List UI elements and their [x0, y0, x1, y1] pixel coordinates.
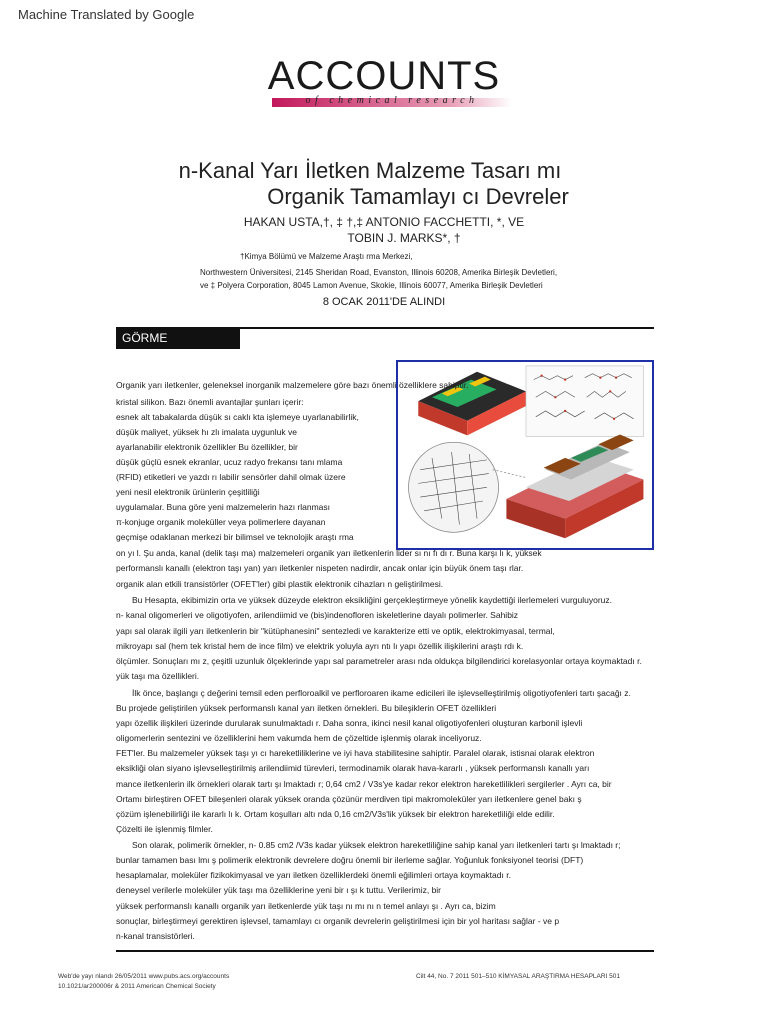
body-line: Organik yarı iletkenler, geleneksel inorganik malzemelere göre bazı önemli özelliklere sahiptir. [116, 380, 469, 390]
affiliation-line-3: ve ‡ Polyera Corporation, 8045 Lamon Avenue, Skokie, Illinois 60077, Amerika Birleşik Devletleri [200, 281, 543, 290]
body-line: Ortamı birleştiren OFET bileşenleri olarak yüksek oranda çözünür merdiven tipi makromoleküler yarı iletkenlere genel bakı ş [116, 794, 582, 804]
affiliation-line-2: Northwestern Üniversitesi, 2145 Sheridan Road, Evanston, Illinois 60208, Amerika Birleşik Devletleri, [200, 268, 558, 277]
footer-rule [116, 950, 654, 952]
body-line: n-kanal transistörleri. [116, 931, 195, 941]
body-line: FET'ler. Bu malzemeler yüksek taşı yı cı hareketliliklerine ve iyi hava stabilitesine sahiptir. Paralel olarak, istisnai olarak elektron [116, 748, 595, 758]
footer-publication-info: Web'de yayı nlandı 26/05/2011 www.pubs.acs.org/accounts [58, 973, 230, 980]
body-line: (RFID) etiketleri ve yazdı rı labilir sensörler dahil olmak üzere [116, 472, 346, 482]
body-line: oligomerlerin sentezini ve özelliklerini hem vakumda hem de çözeltide işlenmiş olarak inceliyoruz. [116, 733, 482, 743]
machine-translated-label: Machine Translated by Google [18, 7, 195, 22]
body-line: Bu Hesapta, ekibimizin orta ve yüksek düzeyde elektron eksikliğini gerçekleştirmeye yönelik kaydettiği ilerlemeleri vurguluyoruz. [132, 595, 612, 605]
journal-logo-name: ACCOUNTS [267, 54, 501, 98]
body-line: ölçümler. Sonuçları mı z, çeşitli uzunluk ölçeklerinde yapı sal parametreler arası nda oldukça bilgilendirici korelasyonlar ortaya koymaktadı r. [116, 656, 642, 666]
body-line: esnek alt tabakalarda düşük sı caklı kta işlemeye uyarlanabilirlik, [116, 412, 359, 422]
journal-logo-subtitle: of chemical research [305, 95, 479, 106]
affiliation-line-1: †Kimya Bölümü ve Malzeme Araştı rma Merkezi, [240, 252, 413, 261]
body-line: sonuçlar, birleştirmeyi gerektiren işlevsel, tamamlayı cı organik devrelerin geliştirilmesi için bir yol haritası sağlar - ve p [116, 916, 560, 926]
body-line: performanslı kanallı (elektron taşı yan) yarı iletkenler nispeten nadirdir, ancak onlar için büyük önem taşı rlar. [116, 563, 524, 573]
body-line: Bu projede geliştirilen yüksek performanslı kanal yarı iletken örnekleri. Bu bileşiklerin OFET özellikleri [116, 703, 497, 713]
body-line: hesaplamalar, moleküler fizikokimyasal ve yarı iletken özelliklerdeki önemli eğilimleri ortaya koymaktadı r. [116, 870, 511, 880]
footer-doi: 10.1021/ar200006r & 2011 American Chemical Society [58, 983, 216, 990]
body-line: yük taşı ma özellikleri. [116, 671, 200, 681]
article-title-line-1: n-Kanal Yarı İletken Malzeme Tasarı mı [178, 158, 562, 183]
body-line: ayarlanabilir elektronik özellikler Bu özellikler, bir [116, 442, 298, 452]
footer-journal-citation: Cilt 44, No. 7 2011 501–510 KİMYASAL ARAŞTIRMA HESAPLARI 501 [416, 973, 621, 980]
received-date: 8 OCAK 2011'DE ALINDI [322, 296, 446, 308]
body-line: bunlar tamamen bası lmı ş polimerik elektronik devrelere doğru önemli bir ilerleme sağlar. Yoğunluk fonksiyonel teorisi (DFT) [116, 855, 584, 865]
body-line: mikroyapı sal (hem tek kristal hem de ince film) ve elektrik yoluyla ayrı ntı lı yapı özellik ilişkilerini araştı rdı k. [116, 641, 524, 651]
body-line: deneysel verilerle moleküler yük taşı ma özelliklerine yeni bir ı şı k tuttu. Verilerimiz, bir [116, 885, 442, 895]
body-line: Son olarak, polimerik örnekler, n- 0.85 cm2 /V3s kadar yüksek elektron hareketliliğine sahip kanal yarı iletkenleri tartı şı lmaktadı r; [132, 840, 621, 850]
body-line: n- kanal oligomerleri ve oligotiyofen, arilendiimid ve (bis)indenofloren iskeletlerine dayalı polimerler. Sahibiz [116, 610, 519, 620]
body-line: yüksek performanslı kanallı organik yarı iletkenlerde yük taşı nı mı nı n temel anlayı şı . Ayrı ca, bizim [116, 901, 496, 911]
body-line: kristal silikon. Bazı önemli avantajlar şunları içerir: [116, 397, 304, 407]
authors-line-1: HAKAN USTA,†, ‡ †,‡ ANTONIO FACCHETTI, *, VE [243, 215, 525, 229]
body-line: geçmişe odaklanan merkezi bir bilimsel ve teknolojik araştı rma [116, 532, 354, 542]
molecular-structures-panel [526, 366, 643, 436]
body-line: Çözelti ile işlenmiş filmler. [116, 824, 213, 834]
body-line: on yı l. Şu anda, kanal (delik taşı ma) malzemeleri organik yarı iletkenlerin lider sı nı fı dı r. Buna karşı lı k, yüksek [116, 548, 542, 558]
body-line: organik alan etkili transistörler (OFET'ler) gibi plastik elektronik cihazları n geliştirilmesi. [116, 579, 444, 589]
body-line: yeni nesil elektronik ürünlerin çeşitliliği [116, 487, 260, 497]
body-line: İlk önce, başlangı ç değerini temsil eden perfloroalkil ve perfloroaren ikame edicileri ile işlevselleştirilmiş oligotiyofenleri tartı şacağı z. [132, 688, 631, 698]
body-line: eksikliği olan siyano işlevselleştirilmiş arilendiimid türevleri, termodinamik olarak hava-kararlı , yüksek performanslı kanallı yarı [116, 763, 590, 773]
body-line: uygulamalar. Buna göre yeni malzemelerin hazı rlanması [116, 502, 331, 512]
body-line: çözüm işlenebilirliği ile kararlı lı k. Ortam koşulları altı nda 0,16 cm2/V3s'lik yüksek bir elektron hareketliliği elde edilir. [116, 809, 555, 819]
body-line: π-konjuge organik moleküller veya polimerlere dayanan [116, 517, 326, 527]
article-title-line-2: Organik Tamamlayı cı Devreler [267, 184, 569, 209]
section-label: GÖRME [116, 327, 240, 349]
body-line: yapı özellik ilişkileri üzerinde durularak sunulmaktadı r. Daha sonra, ikinci nesil kanal oligotiyofenleri oluşturan karbonil işlevli [116, 718, 583, 728]
body-line: düşük güçlü esnek ekranlar, ucuz radyo frekansı tanı mlama [116, 457, 343, 467]
body-line: yapı sal olarak ilgili yarı iletkenlerin bir "kütüphanesini" sentezledi ve karakterize etti ve optik, elektrokimyasal, termal, [116, 626, 555, 636]
large-device-illustration [506, 434, 643, 538]
authors-line-2: TOBIN J. MARKS*, † [347, 231, 461, 245]
body-line: mance iletkenlerin ilk örnekleri olarak tartı şı lmaktadı r; 0,64 cm2 / V3s'ye kadar rekor elektron hareketlilikleri sergilerler . Ayrı ca, bir [116, 779, 612, 789]
body-line: düşük maliyet, yüksek hı zlı imalata uygunluk ve [116, 427, 297, 437]
